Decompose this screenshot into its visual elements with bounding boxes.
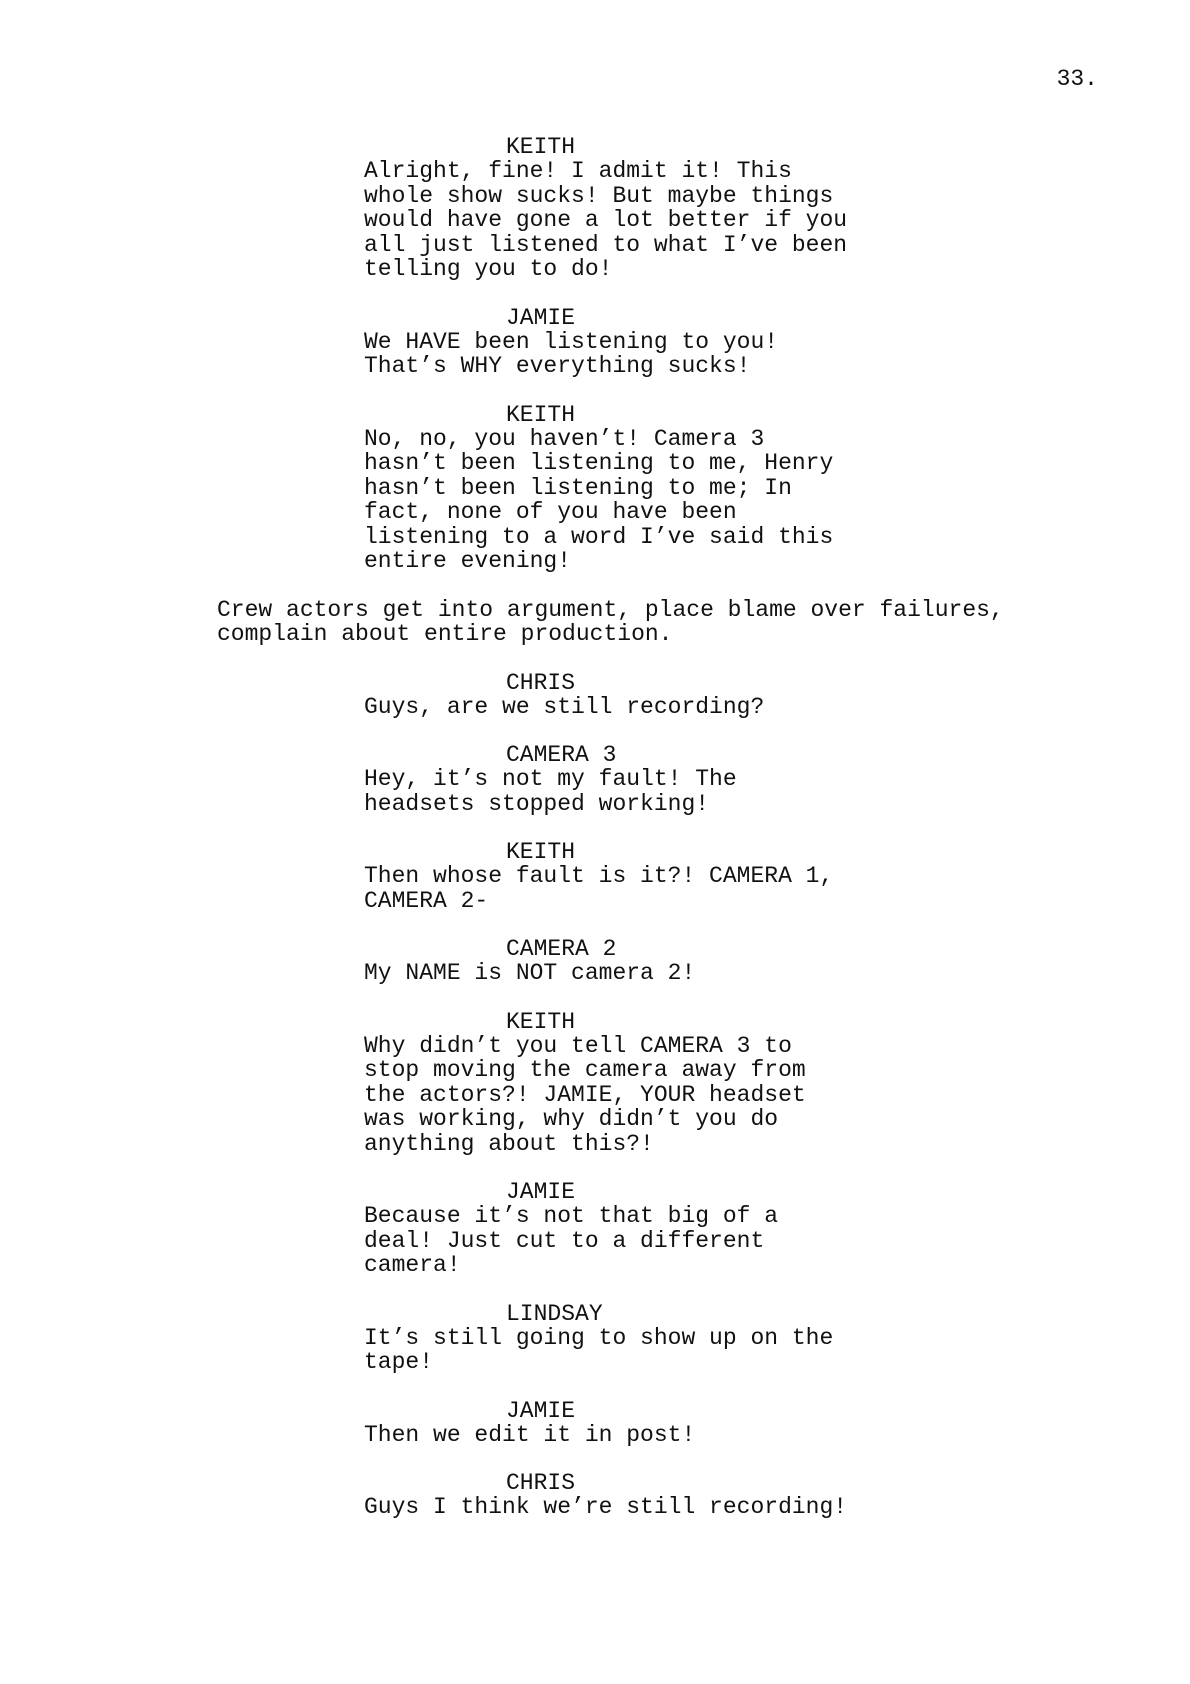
dialogue: No, no, you haven’t! Camera 3 hasn’t been listening to me, Henry hasn’t been listening to me; In fact, none of you have been listening to a word I’ve said this entire evening! xyxy=(364,425,834,574)
dialogue: Guys, are we still recording? xyxy=(364,693,765,720)
dialogue: Because it’s not that big of a deal! Just cut to a different camera! xyxy=(364,1203,779,1278)
character-name: KEITH xyxy=(506,134,576,160)
spacer xyxy=(0,1278,1190,1302)
spacer xyxy=(0,816,1190,840)
character-name: JAMIE xyxy=(506,1397,576,1424)
character-name: JAMIE xyxy=(506,1179,576,1205)
spacer xyxy=(0,986,1190,1010)
spacer xyxy=(0,574,1190,598)
dialogue: We HAVE been listening to you! That’s WHY everything sucks! xyxy=(364,328,779,379)
character-name: CHRIS xyxy=(506,1470,576,1496)
character-name: KEITH xyxy=(506,839,576,865)
spacer xyxy=(0,647,1190,671)
page-number: 33. xyxy=(1056,66,1098,92)
spacer xyxy=(0,1375,1190,1399)
dialogue: Then whose fault is it?! CAMERA 1, CAMERA 2- xyxy=(364,863,834,914)
character-name: CAMERA 3 xyxy=(506,742,617,768)
spacer xyxy=(0,719,1190,743)
spacer xyxy=(0,282,1190,306)
character-name: KEITH xyxy=(506,1008,576,1035)
dialogue: Hey, it’s not my fault! The headsets stopped working! xyxy=(364,766,737,817)
spacer xyxy=(0,1447,1190,1471)
character-name: CHRIS xyxy=(506,669,576,696)
spacer xyxy=(0,379,1190,403)
character-name: KEITH xyxy=(506,401,576,428)
dialogue: It’s still going to show up on the tape! xyxy=(364,1324,834,1375)
dialogue: Then we edit it in post! xyxy=(364,1421,696,1448)
spacer xyxy=(0,1156,1190,1180)
dialogue: Alright, fine! I admit it! This whole show sucks! But maybe things would have gone a lot better if you all just listened to what I’ve been telling you to do! xyxy=(364,158,848,282)
spacer xyxy=(0,913,1190,937)
dialogue: Why didn’t you tell CAMERA 3 to stop moving the camera away from the actors?! JAMIE, YOUR headset was working, why didn’t you do anything about this?! xyxy=(364,1032,806,1157)
character-name: LINDSAY xyxy=(506,1300,603,1327)
character-name: CAMERA 2 xyxy=(506,936,617,962)
dialogue: My NAME is NOT camera 2! xyxy=(364,960,696,986)
dialogue: Guys I think we’re still recording! xyxy=(364,1494,848,1520)
script-body xyxy=(0,135,1190,1520)
action-line: Crew actors get into argument, place blame over failures, complain about entire production. xyxy=(217,596,1004,647)
character-name: JAMIE xyxy=(506,304,576,331)
